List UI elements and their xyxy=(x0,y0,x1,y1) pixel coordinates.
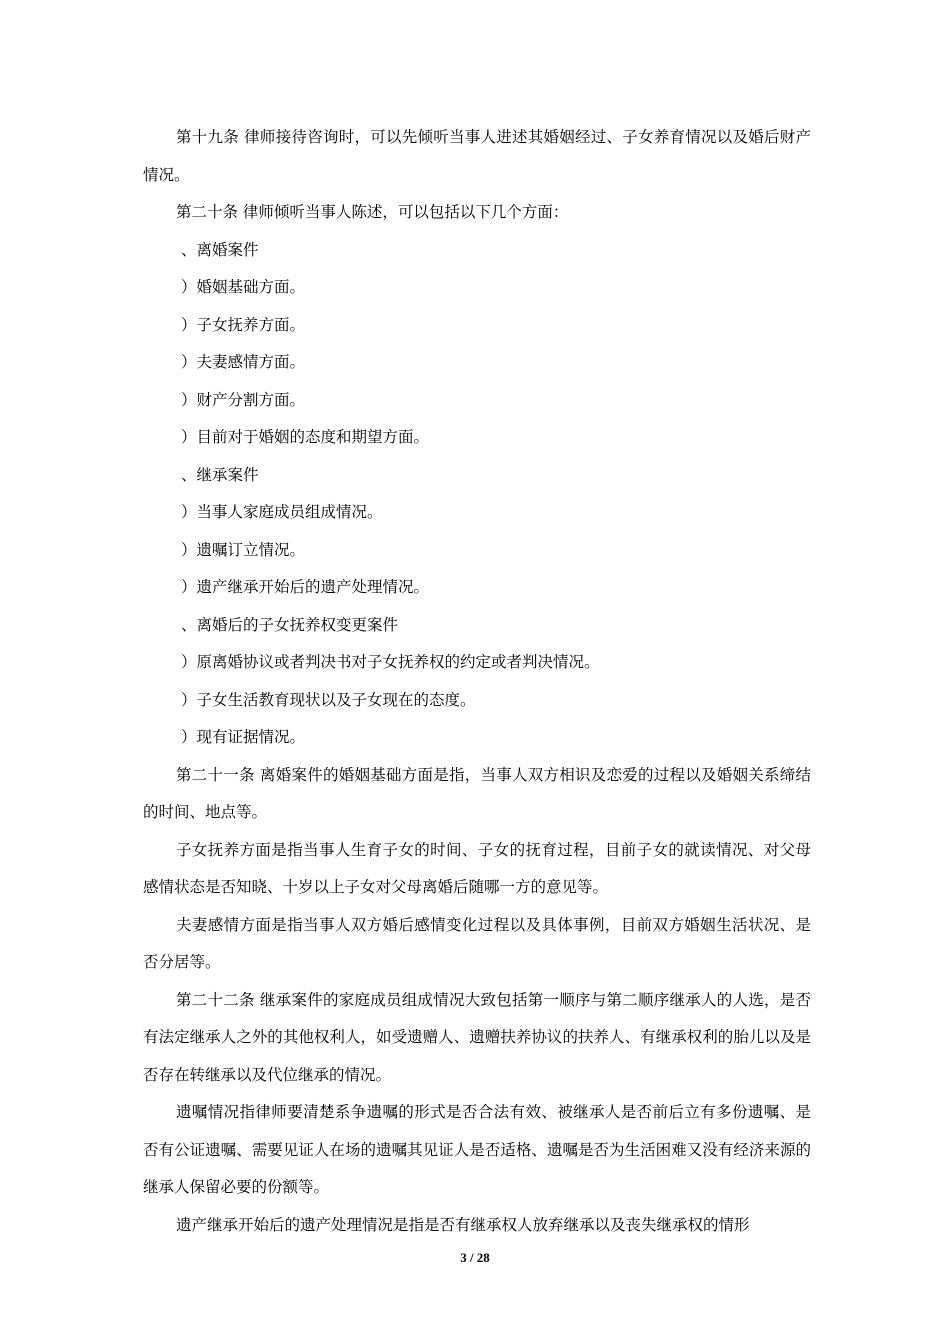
paragraph: 夫妻感情方面是指当事人双方婚后感情变化过程以及具体事例，目前双方婚姻生活状况、是否分居等。 xyxy=(143,915,811,971)
list-item: ）目前对于婚姻的态度和期望方面。 xyxy=(181,428,430,446)
list-item: 、离婚案件 xyxy=(181,240,259,259)
list-item: ）婚姻基础方面。 xyxy=(181,278,306,296)
list-item: ）现有证据情况。 xyxy=(181,728,306,746)
paragraph: 第二十二条 继承案件的家庭成员组成情况大致包括第一顺序与第二顺序继承人的人选，是否有法定继承人之外的其他权利人，如受遗赠人、遗赠扶养协议的扶养人、有继承权利的胎儿以及是否存在转继承以及代位继承的情况。 xyxy=(143,990,811,1084)
paragraph: 遗嘱情况指律师要清楚系争遗嘱的形式是否合法有效、被继承人是否前后立有多份遗嘱、是否有公证遗嘱、需要见证人在场的遗嘱其见证人是否适格、遗嘱是否为生活困难又没有经济来源的继承人保留必要的份额等。 xyxy=(143,1103,811,1196)
list-item: ）原离婚协议或者判决书对子女抚养权的约定或者判决情况。 xyxy=(181,653,600,671)
list-item: ）夫妻感情方面。 xyxy=(181,353,306,371)
list-item: 、继承案件 xyxy=(181,465,259,484)
document-body xyxy=(143,119,811,1244)
list-item: ）遗产继承开始后的遗产处理情况。 xyxy=(181,578,430,596)
paragraph: 第十九条 律师接待咨询时，可以先倾听当事人进述其婚姻经过、子女养育情况以及婚后财产情况。 xyxy=(143,128,811,184)
list-item: 、离婚后的子女抚养权变更案件 xyxy=(181,615,399,634)
list-item: ）财产分割方面。 xyxy=(181,390,306,409)
paragraph: 第二十条 律师倾听当事人陈述，可以包括以下几个方面： xyxy=(176,203,569,221)
paragraph: 子女抚养方面是指当事人生育子女的时间、子女的抚育过程，目前子女的就读情况、对父母感情状态是否知晓、十岁以上子女对父母离婚后随哪一方的意见等。 xyxy=(143,840,811,896)
list-item: ）遗嘱订立情况。 xyxy=(181,540,306,559)
list-item: ）当事人家庭成员组成情况。 xyxy=(181,503,383,521)
list-item: ）子女抚养方面。 xyxy=(181,315,306,334)
page-number: 3 / 28 xyxy=(460,1250,490,1265)
paragraph: 遗产继承开始后的遗产处理情况是指是否有继承权人放弃继承以及丧失继承权的情形 xyxy=(176,1215,750,1234)
paragraph: 第二十一条 离婚案件的婚姻基础方面是指，当事人双方相识及恋爱的过程以及婚姻关系缔结的时间、地点等。 xyxy=(143,765,811,821)
list-item: ）子女生活教育现状以及子女现在的态度。 xyxy=(181,690,476,709)
